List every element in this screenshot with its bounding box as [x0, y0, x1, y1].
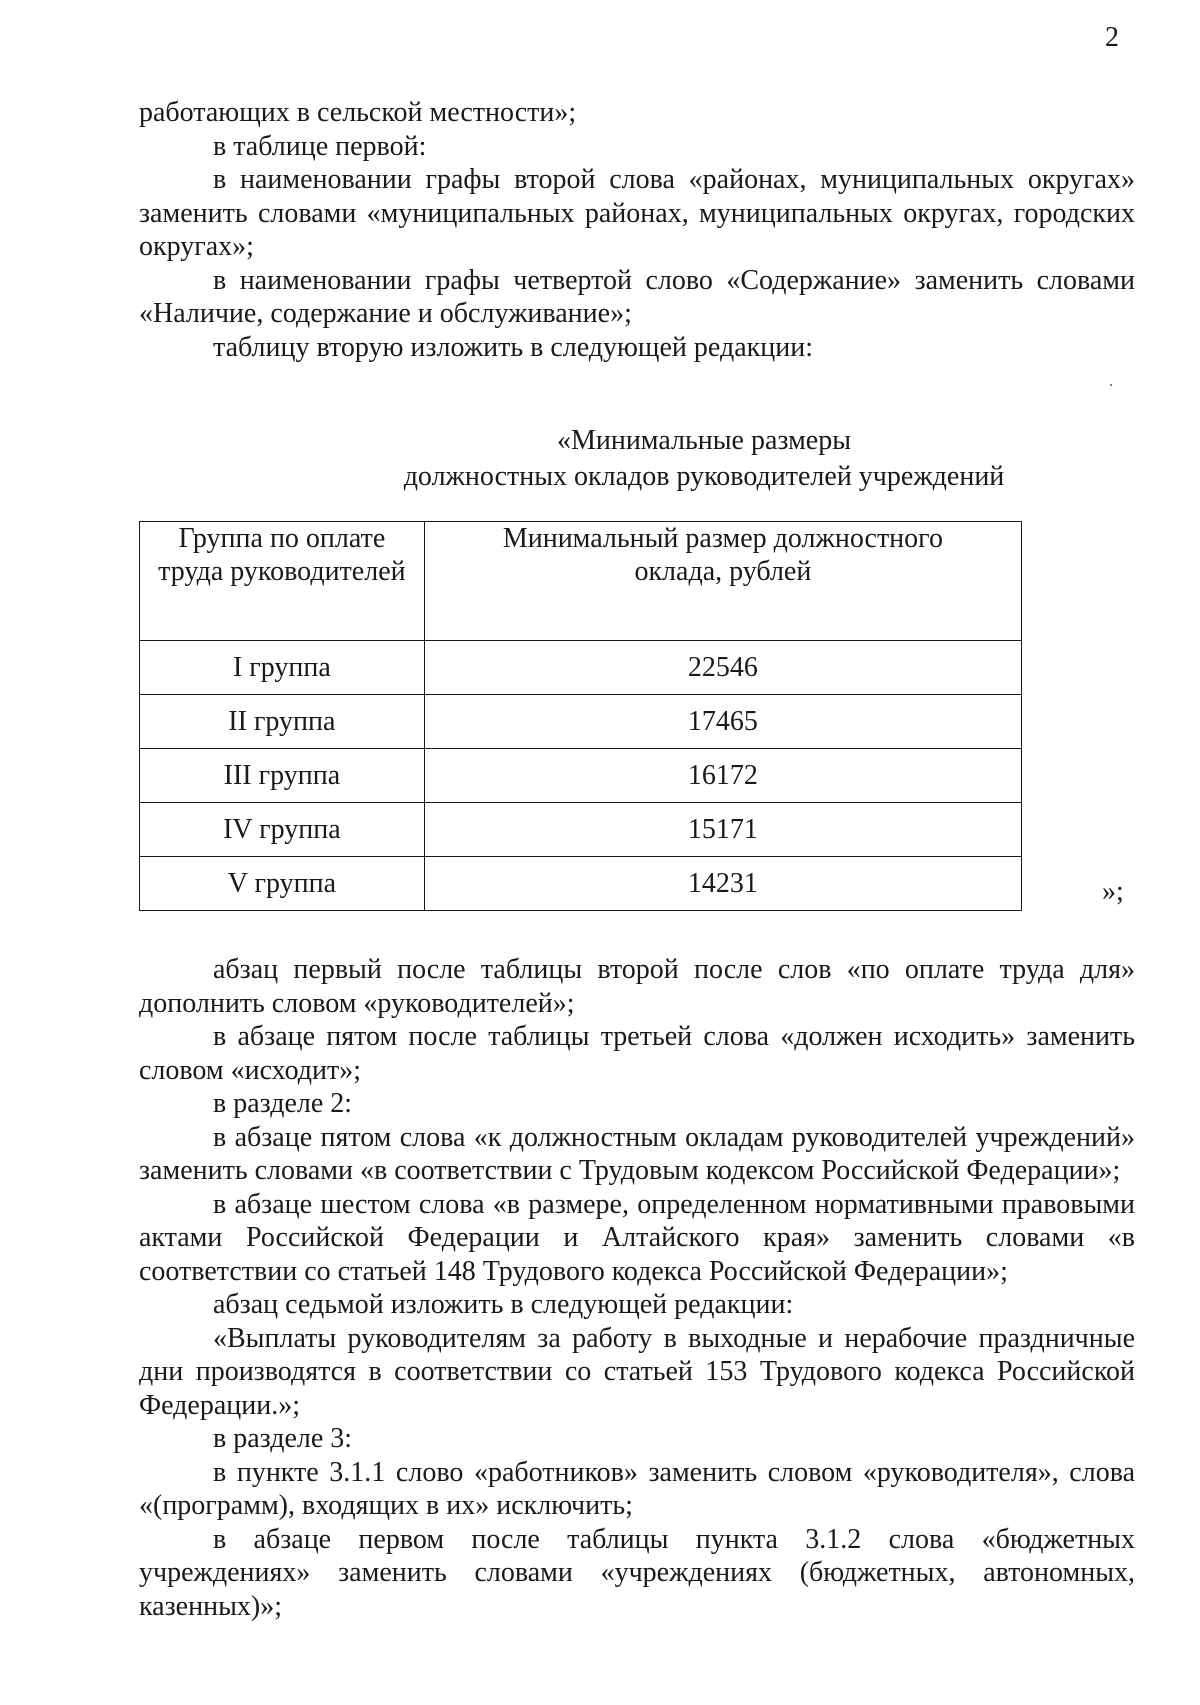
scan-speck	[1110, 384, 1112, 386]
paragraph: «Выплаты руководителям за работу в выходные и нерабочие праздничные дни производятся в соответствии со статьей 153 Трудового кодекса Российской Федерации.»;	[139, 1322, 1135, 1421]
group-cell: V группа	[140, 857, 425, 911]
paragraph: в разделе 3:	[213, 1423, 353, 1454]
header-salary	[424, 522, 1021, 641]
group-cell: II группа	[140, 695, 425, 749]
page-number: 2	[1105, 22, 1119, 53]
table-closing-quote: »;	[1102, 876, 1124, 907]
paragraph: в таблице первой:	[213, 130, 427, 162]
paragraph: в наименовании графы четвертой слово «Содержание» заменить словами «Наличие, содержание и обслуживание»;	[139, 264, 1135, 329]
bottom-text-block	[139, 953, 1135, 1623]
top-text-block	[139, 96, 1135, 364]
table-row	[140, 695, 1022, 749]
table-row	[140, 803, 1022, 857]
paragraph: в пункте 3.1.1 слово «работников» заменить словом «руководителя», слова «(программ), входящих в их» исключить;	[139, 1456, 1135, 1521]
paragraph: абзац седьмой изложить в следующей редакции:	[213, 1289, 794, 1320]
table-header-row	[140, 522, 1022, 641]
header-salary-text: Минимальный размер должностного оклада, рублей	[502, 523, 943, 587]
table-title-line-1: «Минимальные размеры	[556, 425, 852, 456]
header-group	[140, 522, 425, 641]
salary-cell: 22546	[424, 641, 1021, 695]
table-row	[140, 857, 1022, 911]
paragraph: в наименовании графы второй слова «районах, муниципальных округах» заменить словами «муниципальных районах, муниципальных округах, городских округах»;	[139, 164, 1135, 262]
paragraph: в абзаце шестом слова «в размере, определенном нормативными правовыми актами Российской Федерации и Алтайского края» заменить словами «в соответствии со статьей 148 Трудового кодекса Российской Федерации»;	[139, 1188, 1135, 1287]
paragraph: в абзаце пятом слова «к должностным окладам руководителей учреждений» заменить словами «в соответствии с Трудовым кодексом Российской Федерации»;	[139, 1121, 1135, 1186]
salary-cell: 15171	[424, 803, 1021, 857]
table-title	[139, 423, 1139, 495]
table-row	[140, 749, 1022, 803]
table-row	[140, 641, 1022, 695]
salary-table	[139, 521, 1022, 911]
header-group-text: Группа по оплате труда руководителей	[158, 523, 406, 587]
group-cell: III группа	[140, 749, 425, 803]
paragraph: в разделе 2:	[213, 1088, 353, 1119]
salary-cell: 17465	[424, 695, 1021, 749]
paragraph: абзац первый после таблицы второй после слов «по оплате труда для» дополнить словом «руководителей»;	[139, 954, 1135, 1019]
group-cell: IV группа	[140, 803, 425, 857]
salary-cell: 14231	[424, 857, 1021, 911]
salary-cell: 16172	[424, 749, 1021, 803]
paragraph: работающих в сельской местности»;	[139, 97, 577, 128]
group-cell: I группа	[140, 641, 425, 695]
paragraph: в абзаце первом после таблицы пункта 3.1.2 слова «бюджетных учреждениях» заменить словами «учреждениях (бюджетных, автономных, казенных)»;	[139, 1523, 1135, 1622]
table-title-line-2: должностных окладов руководителей учреждений	[403, 461, 1005, 492]
paragraph: в абзаце пятом после таблицы третьей слова «должен исходить» заменить словом «исходит»;	[139, 1021, 1135, 1086]
paragraph: таблицу вторую изложить в следующей редакции:	[213, 331, 813, 363]
